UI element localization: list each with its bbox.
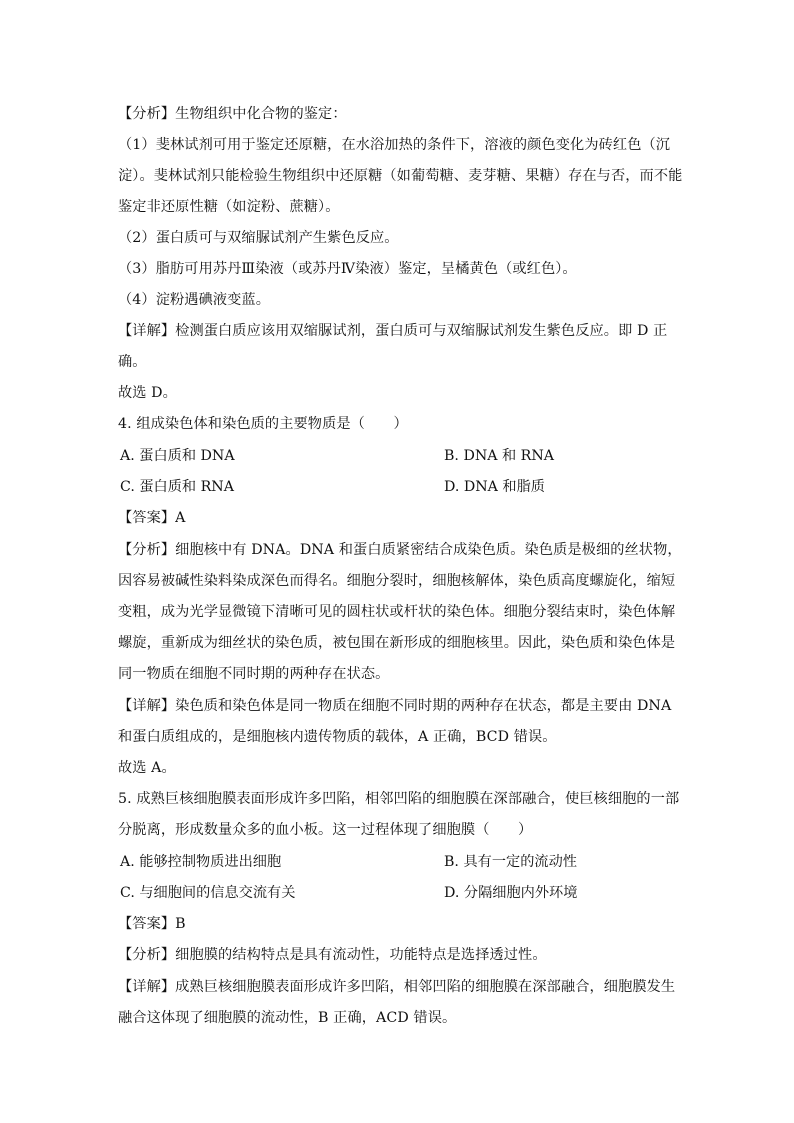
q4-detail-line: 和蛋白质组成的，是细胞核内遗传物质的载体，A 正确，BCD 错误。 bbox=[118, 729, 557, 745]
question-5-stem: 分脱离，形成数量众多的血小板。这一过程体现了细胞膜（ ） bbox=[118, 822, 533, 838]
q4-analysis-line: 变粗，成为光学显微镜下清晰可见的圆柱状或杆状的染色体。细胞分裂结束时，染色体解 bbox=[118, 604, 676, 620]
q5-analysis-line: 【分析】细胞膜的结构特点是具有流动性，功能特点是选择透过性。 bbox=[118, 947, 547, 963]
q4-analysis-line: 【分析】细胞核中有 DNA。DNA 和蛋白质紧密结合成染色质。染色质是极细的丝状物， bbox=[118, 542, 682, 558]
q5-option-c: C. 与细胞间的信息交流有关 bbox=[120, 885, 296, 901]
q4-option-d: D. DNA 和脂质 bbox=[444, 479, 545, 495]
q4-detail-line: 【详解】染色质和染色体是同一物质在细胞不同时期的两种存在状态，都是主要由 DNA bbox=[118, 698, 672, 714]
detail-line: 【详解】检测蛋白质应该用双缩脲试剂，蛋白质可与双缩脲试剂发生紫色反应。即 D 正 bbox=[118, 323, 668, 339]
q4-answer: 【答案】A bbox=[118, 510, 186, 526]
analysis-line: （3）脂肪可用苏丹Ⅲ染液（或苏丹Ⅳ染液）鉴定，呈橘黄色（或红色）。 bbox=[118, 261, 577, 277]
q4-analysis-line: 同一物质在细胞不同时期的两种存在状态。 bbox=[118, 666, 390, 682]
q5-option-b: B. 具有一定的流动性 bbox=[444, 854, 577, 870]
choice-line: 故选 D。 bbox=[118, 385, 177, 401]
analysis-line: （4）淀粉遇碘液变蓝。 bbox=[118, 292, 271, 308]
q4-option-a: A. 蛋白质和 DNA bbox=[120, 448, 235, 464]
q4-option-b: B. DNA 和 RNA bbox=[444, 448, 555, 464]
analysis-line: 淀）。斐林试剂只能检验生物组织中还原糖（如葡萄糖、麦芽糖、果糖）存在与否，而不能 bbox=[118, 168, 683, 184]
analysis-line: （2）蛋白质可与双缩脲试剂产生紫色反应。 bbox=[118, 230, 399, 246]
q5-answer: 【答案】B bbox=[118, 916, 186, 932]
q5-detail-line: 【详解】成熟巨核细胞膜表面形成许多凹陷，相邻凹陷的细胞膜在深部融合，细胞膜发生 bbox=[118, 979, 676, 995]
q4-analysis-line: 螺旋，重新成为细丝状的染色质，被包围在新形成的细胞核里。因此，染色质和染色体是 bbox=[118, 635, 676, 651]
analysis-line: 鉴定非还原性糖（如淀粉、蔗糖）。 bbox=[118, 199, 340, 215]
q4-choice: 故选 A。 bbox=[118, 760, 176, 776]
q5-detail-line: 融合这体现了细胞膜的流动性，B 正确，ACD 错误。 bbox=[118, 1010, 457, 1026]
analysis-line: （1）斐林试剂可用于鉴定还原糖，在水浴加热的条件下，溶液的颜色变化为砖红色（沉 bbox=[118, 137, 671, 153]
question-4-stem: 4. 组成染色体和染色质的主要物质是（ ） bbox=[118, 416, 408, 432]
question-5-stem: 5. 成熟巨核细胞膜表面形成许多凹陷，相邻凹陷的细胞膜在深部融合，使巨核细胞的一部 bbox=[118, 791, 680, 807]
q5-option-a: A. 能够控制物质进出细胞 bbox=[120, 854, 282, 870]
analysis-heading: 【分析】生物组织中化合物的鉴定： bbox=[118, 106, 347, 122]
q4-analysis-line: 因容易被碱性染料染成深色而得名。细胞分裂时，细胞核解体，染色质高度螺旋化，缩短 bbox=[118, 573, 676, 589]
q4-option-c: C. 蛋白质和 RNA bbox=[120, 479, 234, 495]
q5-option-d: D. 分隔细胞内外环境 bbox=[444, 885, 578, 901]
detail-line: 确。 bbox=[118, 354, 147, 370]
